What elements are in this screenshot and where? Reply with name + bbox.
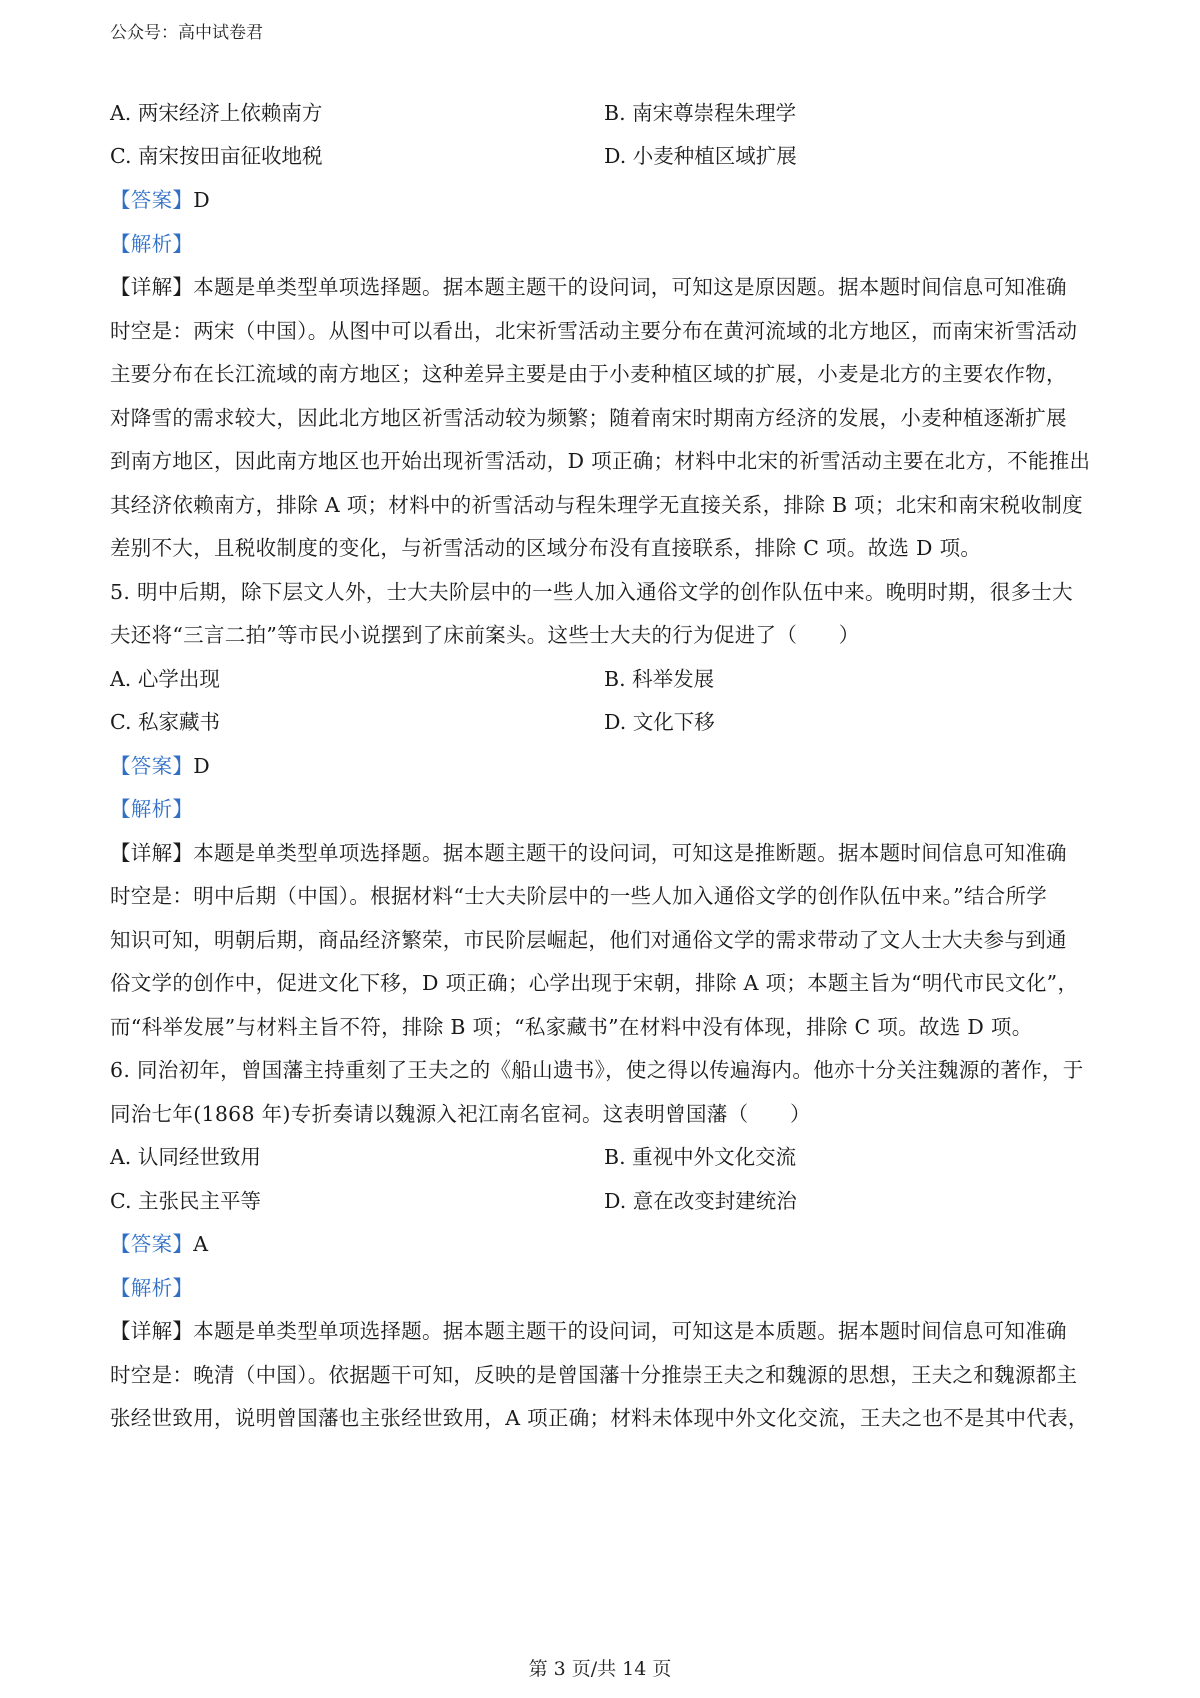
q6-analysis-heading: 【解析】 [110,1276,194,1300]
q6-stem-line: 6. 同治初年，曾国藩主持重刻了王夫之的《船山遗书》，使之得以传遍海内。他亦十分关注魏源的著作，于 [110,1058,1084,1082]
q6-detail-line: 【详解】本题是单类型单项选择题。据本题主题干的设问词，可知这是本质题。据本题时间信息可知准确 [110,1319,1067,1343]
q5-option-a: A. 心学出现 [110,667,220,691]
q4-detail-line: 到南方地区，因此南方地区也开始出现祈雪活动，D 项正确；材料中北宋的祈雪活动主要在北方，不能推出 [110,449,1091,473]
q5-detail-line: 知识可知，明朝后期，商品经济繁荣，市民阶层崛起，他们对通俗文学的需求带动了文人士大夫参与到通 [110,928,1067,952]
q4-option-c: C. 南宋按田亩征收地税 [110,144,323,168]
q5-stem-line: 5. 明中后期，除下层文人外，士大夫阶层中的一些人加入通俗文学的创作队伍中来。晚明时期，很多士大 [110,580,1073,604]
q5-option-c: C. 私家藏书 [110,710,221,734]
page-footer: 第 3 页/共 14 页 [528,1658,672,1680]
q6-option-b: B. 重视中外文化交流 [604,1145,797,1169]
q6-option-c: C. 主张民主平等 [110,1189,262,1213]
q6-detail-line: 张经世致用，说明曾国藩也主张经世致用，A 项正确；材料未体现中外文化交流，王夫之也不是其中代表， [110,1406,1089,1430]
page-header: 公众号：高中试卷君 [110,23,263,43]
q5-detail-line: 俗文学的创作中，促进文化下移，D 项正确；心学出现于宋朝，排除 A 项；本题主旨为“明代市民文化”， [110,971,1079,995]
q5-stem-line: 夫还将“三言二拍”等市民小说摆到了床前案头。这些士大夫的行为促进了（ ） [110,623,860,647]
q5-option-d: D. 文化下移 [604,710,715,734]
q4-detail-line: 【详解】本题是单类型单项选择题。据本题主题干的设问词，可知这是原因题。据本题时间信息可知准确 [110,275,1067,299]
q4-detail-line: 对降雪的需求较大，因此北方地区祈雪活动较为频繁；随着南宋时期南方经济的发展，小麦种植逐渐扩展 [110,406,1067,430]
q4-answer: 【答案】D [110,188,210,212]
q4-detail-line: 其经济依赖南方，排除 A 项；材料中的祈雪活动与程朱理学无直接关系，排除 B 项；北宋和南宋税收制度 [110,493,1083,517]
q4-detail-line: 差别不大，且税收制度的变化，与祈雪活动的区域分布没有直接联系，排除 C 项。故选 D 项。 [110,536,982,560]
q4-analysis-heading: 【解析】 [110,232,194,256]
q6-option-d: D. 意在改变封建统治 [604,1189,797,1213]
q6-answer: 【答案】A [110,1232,209,1256]
q5-detail-line: 时空是：明中后期（中国）。根据材料“士大夫阶层中的一些人加入通俗文学的创作队伍中来。”结合所学 [110,884,1048,908]
q6-option-a: A. 认同经世致用 [110,1145,261,1169]
q4-detail-line: 主要分布在长江流域的南方地区；这种差异主要是由于小麦种植区域的扩展，小麦是北方的主要农作物， [110,362,1067,386]
q6-detail-line: 时空是：晚清（中国）。依据题干可知，反映的是曾国藩十分推崇王夫之和魏源的思想，王夫之和魏源都主 [110,1363,1078,1387]
q5-detail-line: 而“科举发展”与材料主旨不符，排除 B 项；“私家藏书”在材料中没有体现，排除 C 项。故选 D 项。 [110,1015,1033,1039]
q5-option-b: B. 科举发展 [604,667,715,691]
q5-detail-line: 【详解】本题是单类型单项选择题。据本题主题干的设问词，可知这是推断题。据本题时间信息可知准确 [110,841,1067,865]
q4-option-d: D. 小麦种植区域扩展 [604,144,797,168]
q5-analysis-heading: 【解析】 [110,797,194,821]
q5-answer: 【答案】D [110,754,210,778]
q4-option-b: B. 南宋尊崇程朱理学 [604,101,797,125]
q4-option-a: A. 两宋经济上依赖南方 [110,101,323,125]
q6-stem-line: 同治七年(1868 年)专折奏请以魏源入祀江南名宦祠。这表明曾国藩（ ） [110,1102,811,1126]
q4-detail-line: 时空是：两宋（中国）。从图中可以看出，北宋祈雪活动主要分布在黄河流域的北方地区，而南宋祈雪活动 [110,319,1078,343]
